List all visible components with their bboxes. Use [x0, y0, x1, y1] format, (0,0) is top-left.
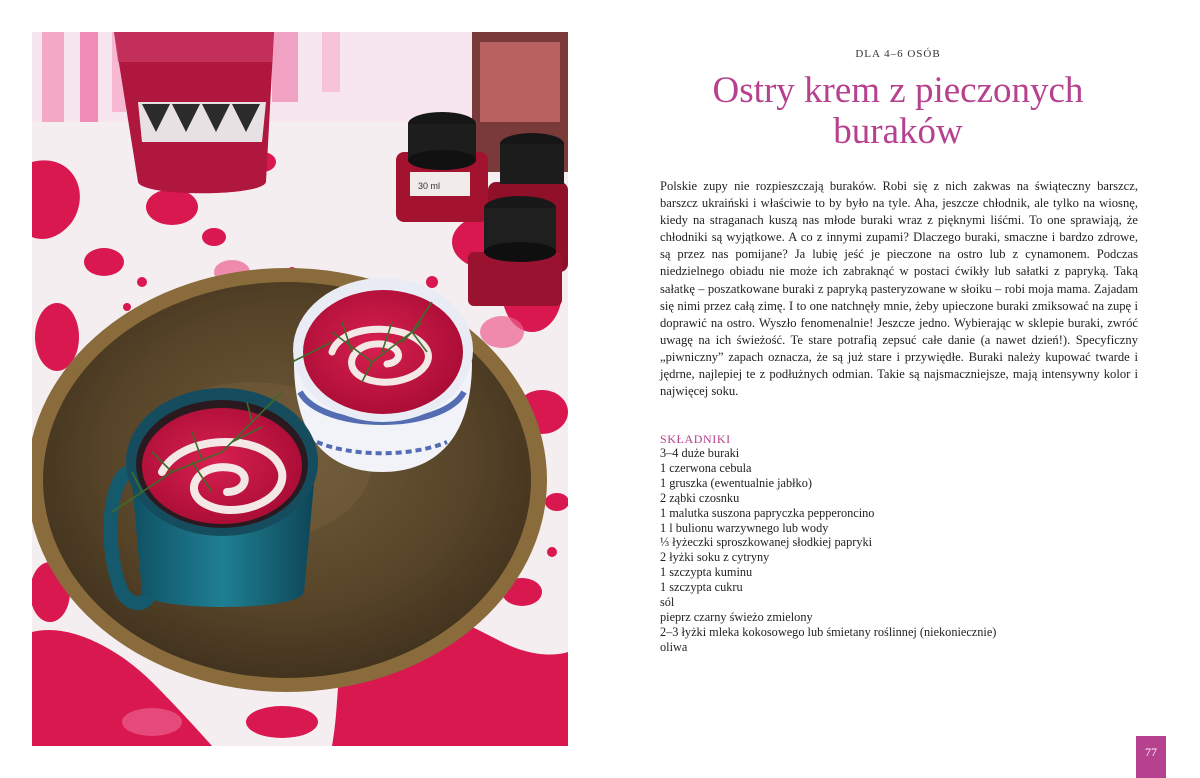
ingredient-item: 1 malutka suszona papryczka pepperoncino [660, 505, 875, 520]
recipe-photo [32, 32, 568, 746]
ingredient-item: 1 szczypta kuminu [660, 565, 753, 580]
ingredient-item: 1 gruszka (ewentualnie jabłko) [660, 475, 812, 490]
ingredient-item: sól [660, 595, 675, 610]
servings-label: DLA 4–6 OSÓB [855, 48, 941, 60]
ingredient-item: 2 ząbki czosnku [660, 490, 740, 505]
ingredients-heading: SKŁADNIKI [660, 432, 731, 446]
ingredient-item: 1 l bulionu warzywnego lub wody [660, 520, 829, 535]
ingredient-item: 3–4 duże buraki [660, 446, 740, 460]
juice-glass [114, 32, 274, 193]
ingredient-item: 1 szczypta cukru [660, 580, 743, 595]
ingredient-item: ⅓ łyżeczki sproszkowanej słodkiej papryki [660, 535, 873, 550]
ingredient-item: oliwa [660, 639, 688, 654]
porcelain-bowl [292, 278, 473, 472]
recipe-title: Ostry krem z pieczonych buraków [712, 70, 1084, 152]
ingredient-item: 2 łyżki soku z cytryny [660, 550, 770, 565]
ingredient-item: pieprz czarny świeżo zmielony [660, 609, 813, 624]
page-number: 77 [1136, 736, 1166, 778]
intro-paragraph: Polskie zupy nie rozpieszczają buraków. Robi się z nich zakwas na świąteczny barszcz, barszcz ukraiński i właściwie to by było na tyle. Aha, jeszcze chłodnik, ale tylko na wiosnę, kiedy na straganach kuszą nas młode buraki wraz z pięknymi liśćmi. To one sprawiają, że chłodniki są wyjątkowe. A co z innymi zupami? Dlaczego buraki, smaczne i bardzo zdrowe, są przez nas pomijane? Ja lubię jeść je pieczone na ostro lub z cynamonem. Podczas niedzielnego obiadu nie może ich zabraknąć w postaci ćwikły lub sałatki z papryką. Taką sałatkę – poszatkowane buraki z papryką pasteryzowane w słoiku – robi moja mama. Zajadam się nimi przez całą zimę. I to one natchnęły mnie, żeby upieczone buraki zmiksować na zupę i doprawić na ostro. Wyszło fenomenalnie! Jeszcze jedno. Wybierając w sklepie buraki, zwróć uwagę na ich świeżość. Te stare potrafią zepsuć całe danie (a nawet dzień!). Specyficzny „piwniczny” zapach oznacza, że są już stare i przywiędłe. Buraki należy kupować twarde i jędrne, najlepiej te z podłużnych odmian. Takie są najsmaczniejsze, mają intensywny kolor i najwięcej soku. [660, 179, 1138, 399]
ingredient-item: 2–3 łyżki mleka kokosowego lub śmietany roślinnej (niekoniecznie) [660, 624, 997, 639]
ingredients-list [660, 446, 1138, 655]
ingredient-item: 1 czerwona cebula [660, 460, 752, 475]
jar-label: 30 ml [418, 181, 441, 191]
